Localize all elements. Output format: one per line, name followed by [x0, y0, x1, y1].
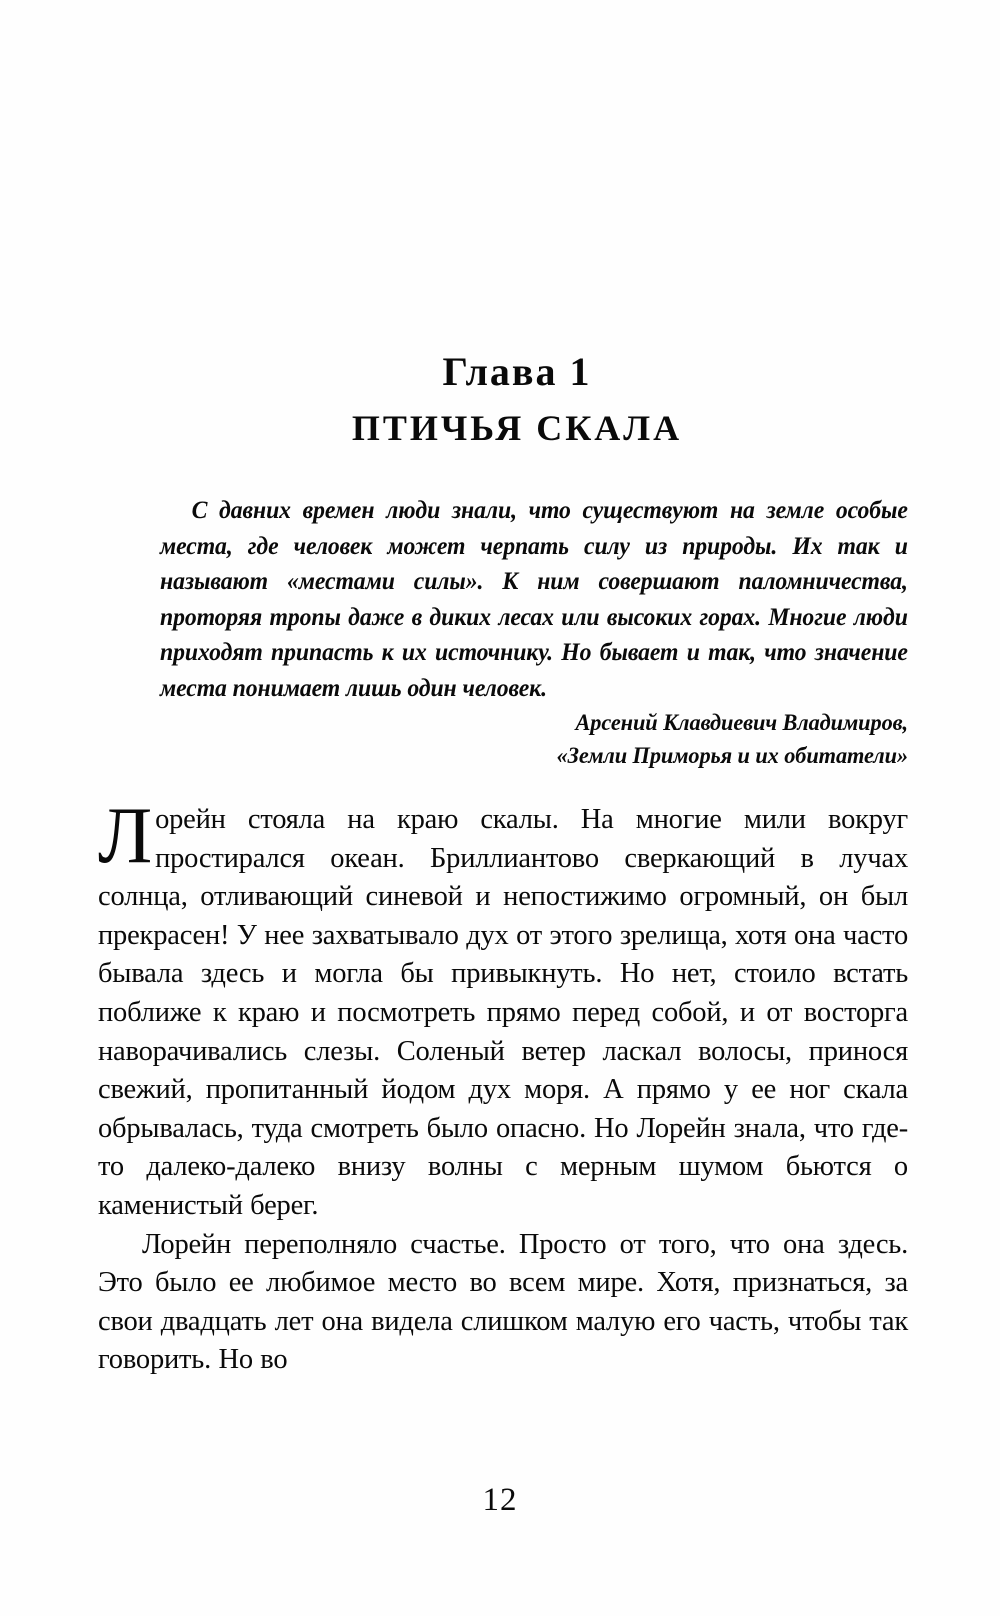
text-block — [98, 349, 908, 1380]
epigraph — [98, 492, 908, 773]
chapter-title: ПТИЧЬЯ СКАЛА — [351, 408, 683, 448]
page-number: 12 — [482, 1482, 518, 1518]
epigraph-text: С давних времен люди знали, что существуют на земле особые места, где человек может черпать силу из природы. Их так и называют «местами силы». К ним совершают паломничества, проторяя тропы даже в диких лесах или высоких горах. Многие люди приходят припасть к их источнику. Но бывает и так, что значение места понимает лишь один человек. — [160, 495, 908, 702]
epigraph-attribution-source: «Земли Приморья и их обитатели» — [556, 743, 908, 769]
epigraph-attribution — [197, 707, 908, 773]
drop-cap: Л — [98, 792, 153, 880]
chapter-heading — [98, 349, 908, 448]
body-paragraph-2: Лорейн переполняло счастье. Просто от того, что она здесь. Это было ее любимое место во всем мире. Хотя, признаться, за свои двадцать лет она видела слишком малую его часть, чтобы так говорить. Но во — [98, 1228, 908, 1376]
chapter-number: Глава 1 — [442, 349, 592, 394]
body-paragraph-1-text: орейн стояла на краю скалы. На многие мили вокруг простирался океан. Бриллиантово сверкающий в лучах солнца, отливающий синевой и непостижимо огромный, он был прекрасен! У нее захватывало дух от этого зрелища, хотя она часто бывала здесь и могла бы привыкнуть. Но нет, стоило встать поближе к краю и посмотреть прямо перед собой, и от восторга наворачивались слезы. Соленый ветер ласкал волосы, принося свежий, пропитанный йодом дух моря. А прямо у ее ног скала обрывалась, туда смотреть было опасно. Но Лорейн знала, что где-то далеко-далеко внизу волны с мерным шумом бьются о каменистый берег. — [98, 804, 908, 1221]
body-copy — [98, 792, 908, 1380]
epigraph-attribution-author: Арсений Клавдиевич Владимиров, — [575, 710, 908, 736]
body-paragraph-1 — [98, 792, 908, 1226]
